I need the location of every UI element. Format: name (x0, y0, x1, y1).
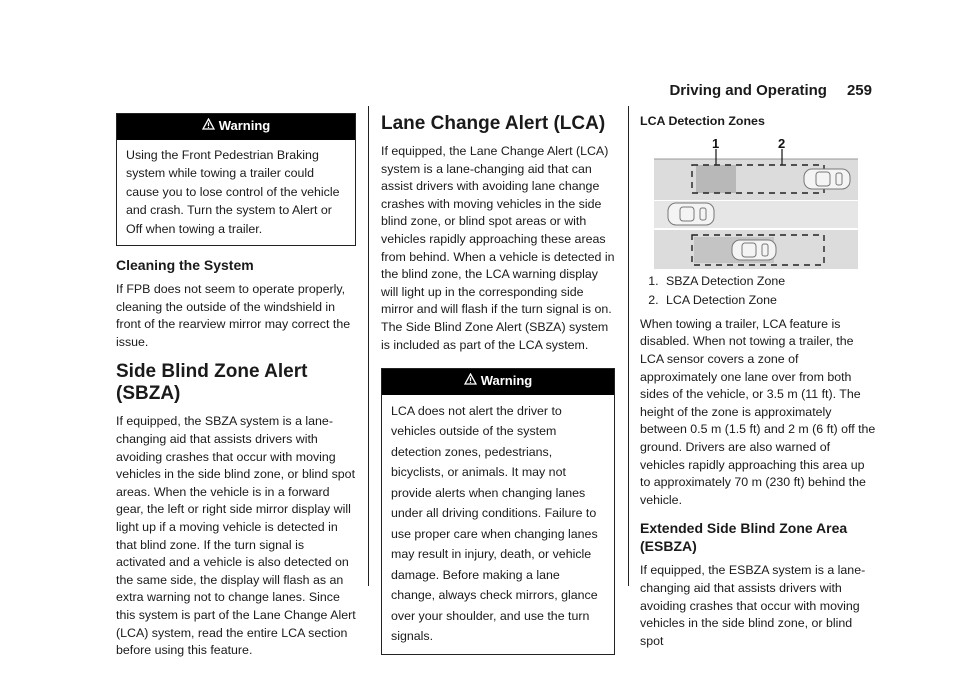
sbza-heading: Side Blind Zone Alert (SBZA) (116, 361, 308, 405)
cleaning-text: If FPB does not seem to operate properly, cleaning the outside of the windshield in front of the rearview mirror may correct the issue. (116, 282, 351, 349)
cleaning-heading: Cleaning the System (116, 257, 254, 274)
warning-header (382, 369, 614, 395)
column-left (116, 113, 356, 666)
esbza-text: If equipped, the ESBZA system is a lane-changing aid that assists drivers with avoiding crashes that occur with moving vehicles in the side blind zone, or blind spot (640, 563, 866, 648)
warning-box (116, 113, 356, 246)
towing-text: When towing a trailer, LCA feature is disabled. When not towing a trailer, the LCA sensor covers a zone of approximately one lane over from both sides of the vehicle, or 3.5 m (11 ft). The height of the zone is approximately between 0.5 m (1.5 ft) and 2 m (6 ft) off the ground. Drivers are also warned of vehicles rapidly approaching this area up to approximately 70 m (230 ft) behind the vehicle. (640, 316, 876, 507)
esbza-heading: Extended Side Blind Zone Area (ESBZA) (640, 520, 848, 555)
car-icon (732, 240, 776, 260)
lca-heading: Lane Change Alert (LCA) (381, 113, 606, 134)
warning-icon (464, 372, 477, 390)
warning-text: Using the Front Pedestrian Braking system while towing a trailer could cause you to lose control of the vehicle and crash. Turn the system to Alert or Off when towing a trailer. (126, 147, 340, 236)
sbza-text: If equipped, the SBZA system is a lane-changing aid that assists drivers with avoiding crashes that occur with moving vehicles in the side blind zone, or blind spot areas. When the vehicle is in a forward gear, the left or right side mirror display will light up if a moving vehicle is detected in that blind zone. If the turn signal is activated and a vehicle is also detected on the same side, the display will flash as an extra warning not to change lanes. Since this system is part of the Lane Change Alert (LCA) system, read the entire LCA section before using this feature. (116, 414, 356, 658)
warning-text: LCA does not alert the driver to vehicles outside of the system detection zones, pedestrians, bicyclists, or animals. It may not provide alerts when changing lanes under all driving conditions. Failure to use proper care when changing lanes may result in injury, death, or vehicle damage. Before making a lane change, always check mirrors, glance over your shoulder, and use the turn signals. (391, 403, 598, 644)
column-middle (381, 113, 615, 663)
zone-list (640, 273, 876, 310)
car-icon (804, 169, 850, 189)
warning-header (117, 114, 355, 140)
section-title: Driving and Operating (669, 82, 827, 99)
list-item: 2. LCA Detection Zone (662, 292, 876, 310)
warning-title: Warning (480, 373, 533, 389)
diagram-label-1: 1 (712, 136, 720, 151)
diagram-label-2: 2 (778, 136, 786, 151)
lca-detection-zones-diagram (654, 137, 858, 269)
car-icon (668, 203, 714, 225)
page-number: 259 (846, 82, 872, 99)
warning-box (381, 368, 615, 655)
list-item: 1. SBZA Detection Zone (662, 273, 876, 291)
warning-title: Warning (218, 118, 271, 133)
column-divider (628, 106, 629, 586)
column-right (640, 113, 876, 656)
zones-title: LCA Detection Zones (640, 114, 765, 128)
page-header (669, 82, 872, 99)
lca-text: If equipped, the Lane Change Alert (LCA) system is a lane-changing aid that can assist drivers with avoiding lane change crashes with moving vehicles in the side blind zone, or blind spot areas or with vehicles rapidly approaching these areas from behind. When a vehicle is detected in the blind zone, the LCA warning display will light up in the corresponding side mirror and will flash if the turn signal is on. The Side Blind Zone Alert (SBZA) system is included as part of the LCA system. (381, 144, 615, 352)
column-divider (368, 106, 369, 586)
warning-icon (202, 117, 215, 135)
